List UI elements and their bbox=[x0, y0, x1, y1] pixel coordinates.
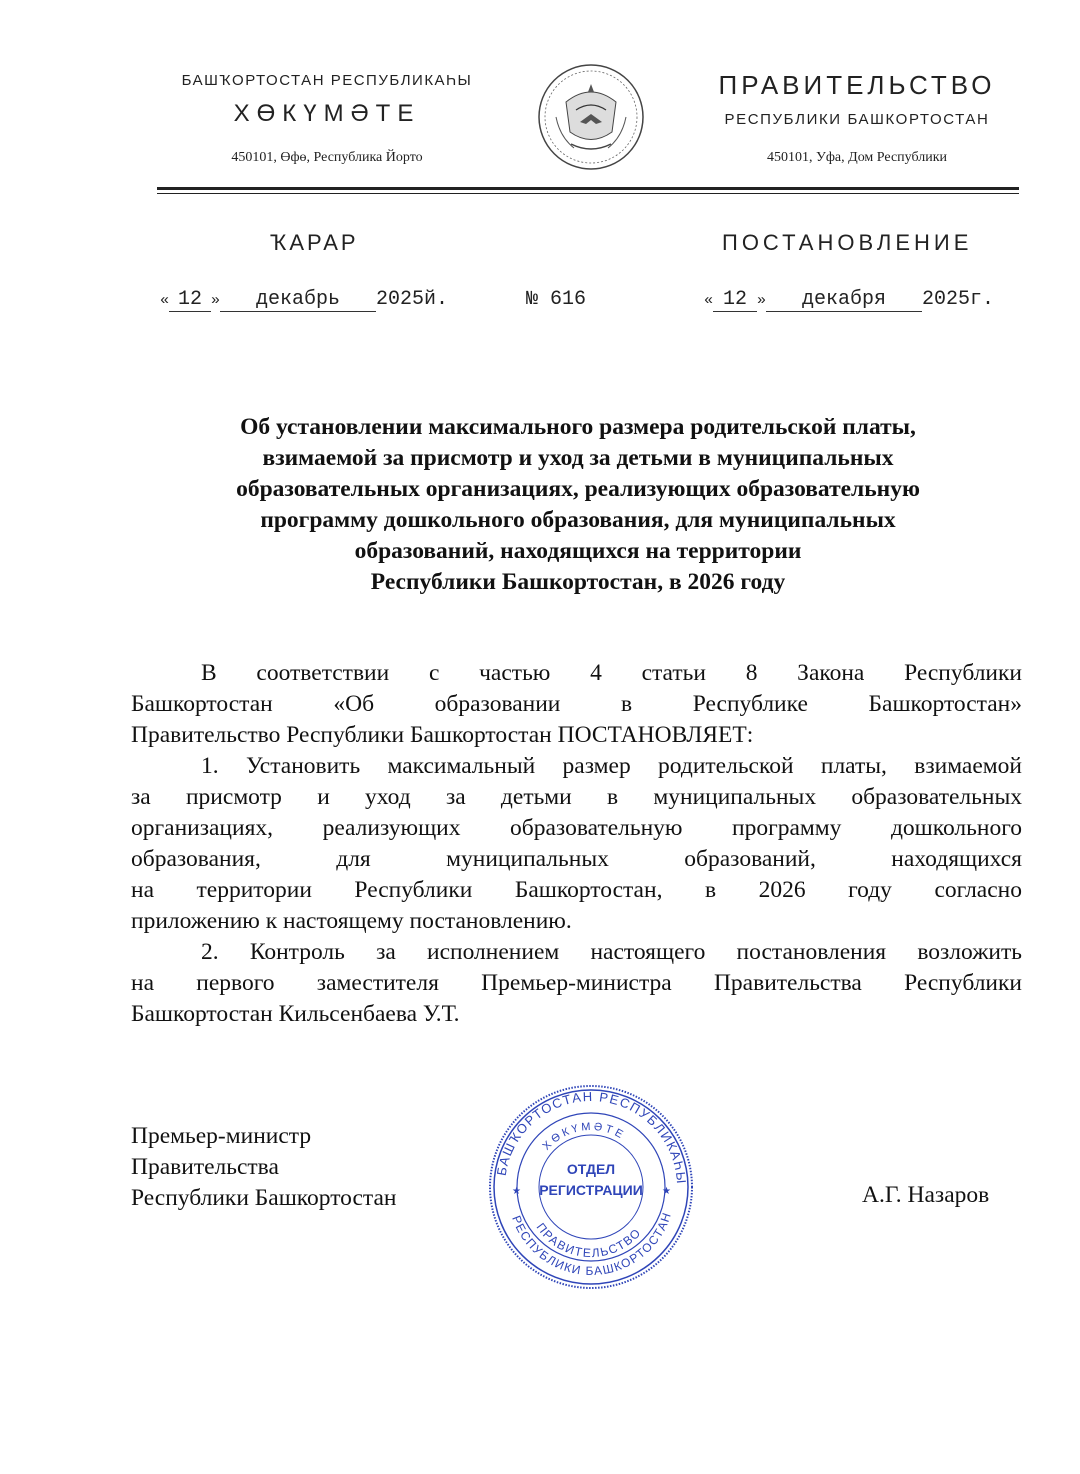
date-close-quote: » bbox=[757, 292, 767, 309]
doc-kind-bashkir: ҠАРАР bbox=[270, 230, 359, 255]
header-divider-thick bbox=[157, 187, 1019, 190]
title-line: взимаемой за присмотр и уход за детьми в муниципальных bbox=[262, 445, 894, 471]
stamp-inner-top-text: ХӨКҮМӘТЕ bbox=[540, 1120, 628, 1153]
body-line: на территории Республики Башкортостан, в 2026 году согласно bbox=[131, 877, 1022, 903]
svg-text:РЕСПУБЛИКИ БАШКОРТОСТАН bbox=[509, 1210, 674, 1278]
doc-kind-russian: ПОСТАНОВЛЕНИЕ bbox=[722, 230, 973, 255]
signer-name: А.Г. Назаров bbox=[862, 1182, 990, 1208]
header-right-line1: ПРАВИТЕЛЬСТВО bbox=[718, 70, 996, 100]
date-open-quote: « bbox=[160, 292, 170, 309]
body-line: приложению к настоящему постановлению. bbox=[131, 908, 572, 934]
svg-text:ХӨКҮМӘТЕ bbox=[541, 1121, 628, 1153]
stamp-center-line1: ОТДЕЛ bbox=[566, 1161, 616, 1177]
svg-text:★: ★ bbox=[512, 1186, 521, 1197]
signer-position-line: Республики Башкортостан bbox=[131, 1185, 397, 1211]
body-line: В соответствии с частью 4 статьи 8 Закона Республики bbox=[201, 660, 1022, 686]
svg-text:★: ★ bbox=[662, 1186, 671, 1197]
date-bashkir bbox=[160, 288, 448, 312]
body-line: Правительство Республики Башкортостан ПОСТАНОВЛЯЕТ: bbox=[131, 722, 754, 748]
body-line: организациях, реализующих образовательную программу дошкольного bbox=[131, 815, 1022, 841]
header-divider-thin bbox=[157, 193, 1019, 194]
doc-number: № 616 bbox=[526, 288, 587, 311]
date-suffix: г. bbox=[970, 288, 995, 311]
body-line: за присмотр и уход за детьми в муниципальных образовательных bbox=[131, 784, 1022, 810]
body-line: Башкортостан Кильсенбаева У.Т. bbox=[131, 1001, 460, 1027]
date-russian bbox=[704, 288, 994, 312]
date-month: декабрь bbox=[220, 289, 376, 312]
body-line: Башкортостан «Об образовании в Республике Башкортостан» bbox=[131, 691, 1022, 717]
body-line: на первого заместителя Премьер-министра Правительства Республики bbox=[131, 970, 1022, 996]
header-left-line2: ХӨКҮМӘТЕ bbox=[233, 100, 421, 127]
date-day: 12 bbox=[169, 289, 211, 312]
body-line: 2. Контроль за исполнением настоящего постановления возложить bbox=[201, 939, 1022, 965]
document-title bbox=[132, 412, 1024, 598]
document-body bbox=[131, 658, 1022, 1030]
title-line: Об установлении максимального размера родительской платы, bbox=[240, 414, 916, 440]
body-line: образования, для муниципальных образований, находящихся bbox=[131, 846, 1022, 872]
header-right-address: 450101, Уфа, Дом Республики bbox=[766, 150, 948, 165]
stamp-bottom-line1: ПРАВИТЕЛЬСТВО bbox=[533, 1220, 645, 1261]
date-year: 2025 bbox=[376, 288, 425, 311]
signer-position-line: Правительства bbox=[131, 1154, 279, 1180]
signer-position bbox=[131, 1121, 397, 1214]
stamp-outer-text: БАШҠОРТОСТАН РЕСПУБЛИКАҺЫ bbox=[493, 1088, 690, 1186]
date-close-quote: » bbox=[211, 292, 221, 309]
signer-position-line: Премьер-министр bbox=[131, 1123, 312, 1149]
date-month: декабря bbox=[766, 289, 922, 312]
coat-of-arms-icon bbox=[536, 62, 646, 172]
title-line: программу дошкольного образования, для муниципальных bbox=[260, 507, 896, 533]
title-line: образовательных организациях, реализующих образовательную bbox=[236, 476, 920, 502]
title-line: образований, находящихся на территории bbox=[354, 538, 802, 564]
header-left-address: 450101, Өфө, Республика Йорто bbox=[231, 150, 423, 165]
stamp-bottom-line2: РЕСПУБЛИКИ БАШКОРТОСТАН bbox=[509, 1209, 675, 1279]
header-right-line2: РЕСПУБЛИКИ БАШКОРТОСТАН bbox=[724, 111, 990, 128]
date-year: 2025 bbox=[922, 288, 971, 311]
header-left-line1: БАШҠОРТОСТАН РЕСПУБЛИКАҺЫ bbox=[181, 72, 473, 89]
stamp-center-line2: РЕГИСТРАЦИИ bbox=[539, 1182, 643, 1198]
body-line: 1. Установить максимальный размер родительской платы, взимаемой bbox=[201, 753, 1022, 779]
date-suffix: й. bbox=[424, 288, 449, 311]
title-line: Республики Башкортостан, в 2026 году bbox=[370, 569, 786, 595]
date-open-quote: « bbox=[704, 292, 714, 309]
date-day: 12 bbox=[713, 289, 757, 312]
registration-stamp bbox=[486, 1082, 696, 1292]
